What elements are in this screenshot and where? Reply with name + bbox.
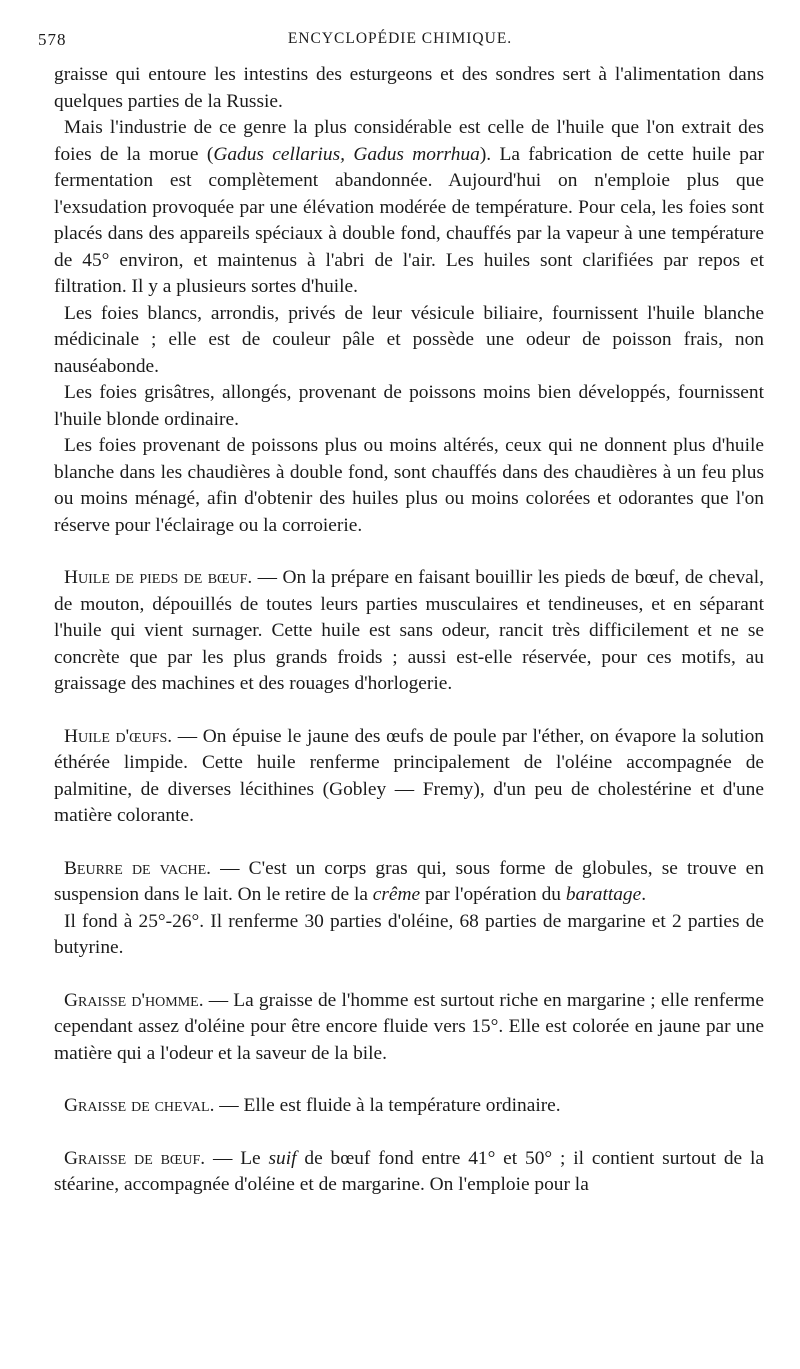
text-run: — Le [205, 1147, 269, 1169]
text-run: Mais l'industrie de ce genre la plus considérable est celle de l'huile que l'on extrait des foies de la morue ( [54, 117, 764, 165]
text-run: de bœuf fond entre 41° et 50° ; il contient surtout de la stéarine, accompagnée d'oléine et de margarine. On l'emploie pour la [54, 1147, 764, 1195]
paragraph-blond-oil: Les foies grisâtres, allongés, provenant de poissons moins bien développés, fournissent l'huile blonde ordinaire. [54, 382, 764, 430]
section-title: Graisse d'homme. [64, 989, 204, 1011]
section-text: — On épuise le jaune des œufs de poule par l'éther, on évapore la solution éthérée limpide. Cette huile renferme principalement de l'oléine accompagnée de palmitine, de diverses lécithines (Gobley — Fremy), d'un peu de cholestérine et d'une matière colorante. [54, 725, 764, 826]
page-number: 578 [38, 30, 67, 49]
section-beurre-de-vache [54, 856, 764, 909]
term-barattage: barattage [565, 884, 642, 905]
section-title: Graisse de cheval. [64, 1095, 215, 1116]
text-run: — C'est un corps gras qui, sous forme de globules, se trouve en suspension dans le lait. On le retire de la [54, 857, 764, 905]
section-huile-oeufs [54, 724, 764, 830]
page-header [36, 30, 764, 52]
section-text: — Elle est fluide à la température ordinaire. [214, 1095, 561, 1116]
paragraph-sturgeon: graisse qui entoure les intestins des esturgeons et des sondres sert à l'alimentation dans quelques parties de la Russie. [54, 64, 764, 112]
section-title: Beurre de vache. [64, 857, 212, 879]
paragraph-butter-composition: Il fond à 25°-26°. Il renferme 30 parties d'oléine, 68 parties de margarine et 2 parties de butyrine. [54, 910, 764, 958]
text-run: par l'opération du [420, 884, 566, 905]
paragraph-cod-liver-oil [54, 115, 764, 301]
paragraph-colored-oil: Les foies provenant de poissons plus ou moins altérés, ceux qui ne donnent plus d'huile blanche dans les chaudières à double fond, sont chauffés dans des chaudières à un feu plus ou moins ménagé, afin d'obtenir des huiles plus ou moins colorées et odorantes que l'on réserve pour l'éclairage ou la corroierie. [54, 435, 764, 536]
text-run: . [641, 884, 647, 905]
term-creme: crême [372, 884, 421, 905]
section-title: Graisse de bœuf. [64, 1147, 206, 1169]
section-graisse-boeuf [54, 1146, 764, 1199]
section-title: Huile de pieds de bœuf. [64, 567, 253, 588]
section-graisse-cheval [54, 1093, 764, 1120]
section-title: Huile d'œufs. [64, 725, 173, 747]
text-run: ). La fabrication de cette huile par fermentation est complètement abandonnée. Aujourd'hui on n'emploie plus que l'exsudation provoquée par une élévation modérée de température. Pour cela, les foies sont placés dans des appareils spéciaux à double fond, chauffés par la vapeur à une température de 45° environ, et maintenus à l'abri de l'air. Les huiles sont clarifiées par repos et filtration. Il y a plusieurs sortes d'huile. [54, 143, 765, 297]
paragraph-white-oil: Les foies blancs, arrondis, privés de leur vésicule biliaire, fournissent l'huile blanche médicinale ; elle est de couleur pâle et possède une odeur de poisson frais, non nauséabonde. [54, 302, 764, 377]
species-names: Gadus cellarius, Gadus morrhua [213, 143, 480, 165]
section-pieds-de-boeuf [54, 565, 764, 698]
section-graisse-homme [54, 988, 764, 1068]
term-suif: suif [268, 1147, 297, 1169]
page-body [54, 62, 764, 1199]
section-text: — On la prépare en faisant bouillir les pieds de bœuf, de cheval, de mouton, dépouillés de toutes leurs parties musculaires et tendineuses, et en séparant l'huile qui vient surnager. Cette huile est sans odeur, rancit très difficilement et ne se concrète que par les plus grands froids ; aussi est-elle réservée, pour ces motifs, au graissage des machines et des rouages d'horlogerie. [54, 567, 764, 694]
running-title: ENCYCLOPÉDIE CHIMIQUE. [287, 30, 513, 47]
section-text: — La graisse de l'homme est surtout riche en margarine ; elle renferme cependant assez d'oléine pour être encore fluide vers 15°. Elle est colorée en jaune par une matière qui a l'odeur et la saveur de la bile. [54, 989, 764, 1064]
